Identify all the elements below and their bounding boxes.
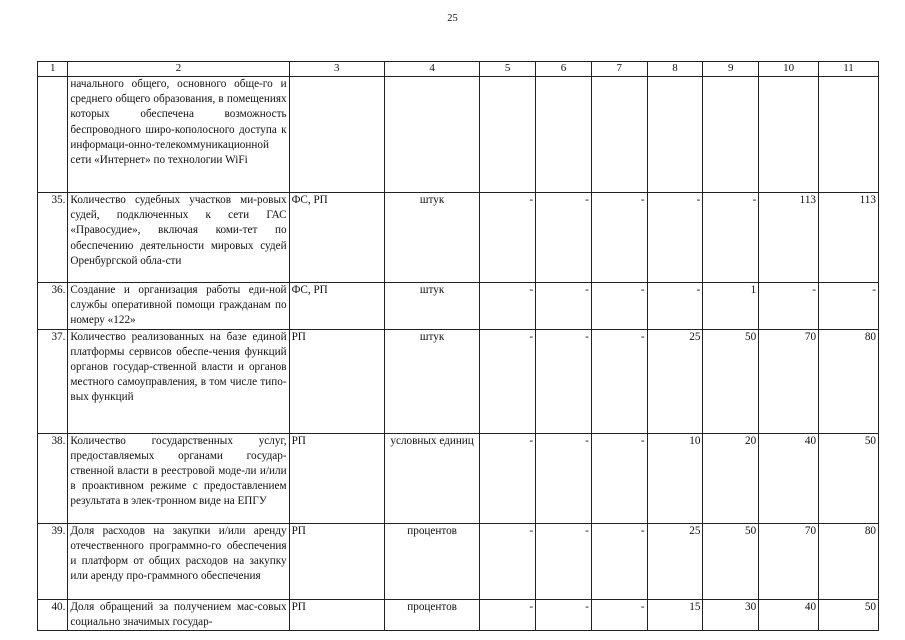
column-header: 1 <box>38 62 68 77</box>
table-row <box>38 433 879 523</box>
column-header: 8 <box>647 62 703 77</box>
table-row <box>38 599 879 630</box>
column-header: 3 <box>289 62 384 77</box>
column-header: 9 <box>703 62 759 77</box>
indicator-name: Доля расходов на закупки и/или аренду отечественного программно-го обеспечения и платформ от общих расходов на закупку или аренду про-граммного обеспечения <box>68 523 289 599</box>
value-cell: 1 <box>703 283 759 330</box>
column-header: 7 <box>591 62 647 77</box>
table-row <box>38 193 879 283</box>
column-header: 11 <box>819 62 879 77</box>
header-row <box>38 62 879 77</box>
table-row <box>38 77 879 193</box>
value-cell: 50 <box>819 433 879 523</box>
unit-cell <box>384 77 479 193</box>
source-cell: ФС, РП <box>289 283 384 330</box>
value-cell: - <box>536 283 592 330</box>
column-header: 2 <box>68 62 289 77</box>
value-cell: 25 <box>647 523 703 599</box>
value-cell <box>819 77 879 193</box>
value-cell: - <box>819 283 879 330</box>
value-cell: - <box>759 283 819 330</box>
value-cell: 10 <box>647 433 703 523</box>
indicators-table <box>37 61 879 631</box>
source-cell: РП <box>289 523 384 599</box>
value-cell: - <box>591 599 647 630</box>
page-number: 25 <box>447 13 458 24</box>
row-number: 39. <box>38 523 68 599</box>
indicator-name: Количество судебных участков ми-ровых судей, подключенных к сети ГАС «Правосудие», включая коми-тет по обеспечению деятельности мировых судей Оренбургской обла-сти <box>68 193 289 283</box>
column-header: 6 <box>536 62 592 77</box>
row-number: 36. <box>38 283 68 330</box>
value-cell: - <box>647 193 703 283</box>
value-cell: 70 <box>759 329 819 433</box>
value-cell: 40 <box>759 599 819 630</box>
unit-cell: процентов <box>384 599 479 630</box>
indicator-name: Создание и организация работы еди-ной службы оперативной помощи гражданам по номеру «122» <box>68 283 289 330</box>
value-cell: - <box>480 523 536 599</box>
value-cell: - <box>703 193 759 283</box>
value-cell: - <box>536 523 592 599</box>
source-cell <box>289 77 384 193</box>
indicator-name: Количество реализованных на базе единой платформы сервисов обеспе-чения функций органов государ-ственной власти и органов местного самоуправления, в том числе типо-вых функций <box>68 329 289 433</box>
table-body <box>38 77 879 631</box>
value-cell: 30 <box>703 599 759 630</box>
row-number: 35. <box>38 193 68 283</box>
value-cell: 113 <box>819 193 879 283</box>
table-row <box>38 329 879 433</box>
value-cell: - <box>480 193 536 283</box>
row-number: 38. <box>38 433 68 523</box>
unit-cell: штук <box>384 283 479 330</box>
value-cell: - <box>591 433 647 523</box>
value-cell: 80 <box>819 329 879 433</box>
table-row <box>38 283 879 330</box>
column-header: 4 <box>384 62 479 77</box>
value-cell: - <box>480 599 536 630</box>
unit-cell: штук <box>384 329 479 433</box>
value-cell <box>647 77 703 193</box>
value-cell: 50 <box>703 329 759 433</box>
unit-cell: штук <box>384 193 479 283</box>
indicator-name: Количество государственных услуг, предоставляемых органами государ-ственной власти в реестровой моде-ли и/или в проактивном режиме с предоставлением результата в элек-тронном виде на ЕПГУ <box>68 433 289 523</box>
value-cell <box>759 77 819 193</box>
source-cell: РП <box>289 599 384 630</box>
value-cell: 50 <box>703 523 759 599</box>
value-cell: - <box>536 193 592 283</box>
value-cell: - <box>591 523 647 599</box>
source-cell: ФС, РП <box>289 193 384 283</box>
value-cell <box>703 77 759 193</box>
unit-cell: условных единиц <box>384 433 479 523</box>
value-cell: - <box>591 329 647 433</box>
source-cell: РП <box>289 433 384 523</box>
value-cell: 20 <box>703 433 759 523</box>
value-cell: - <box>480 283 536 330</box>
value-cell: 40 <box>759 433 819 523</box>
value-cell: 70 <box>759 523 819 599</box>
row-number: 40. <box>38 599 68 630</box>
value-cell: 113 <box>759 193 819 283</box>
value-cell: - <box>591 283 647 330</box>
row-number: 37. <box>38 329 68 433</box>
table-row <box>38 523 879 599</box>
value-cell: - <box>591 193 647 283</box>
value-cell <box>536 77 592 193</box>
value-cell: 25 <box>647 329 703 433</box>
value-cell: 80 <box>819 523 879 599</box>
row-number <box>38 77 68 193</box>
value-cell: 50 <box>819 599 879 630</box>
unit-cell: процентов <box>384 523 479 599</box>
source-cell: РП <box>289 329 384 433</box>
column-header: 5 <box>480 62 536 77</box>
column-header: 10 <box>759 62 819 77</box>
value-cell: - <box>536 433 592 523</box>
value-cell: - <box>536 329 592 433</box>
value-cell: - <box>480 329 536 433</box>
value-cell: - <box>647 283 703 330</box>
value-cell: 15 <box>647 599 703 630</box>
value-cell: - <box>536 599 592 630</box>
value-cell <box>480 77 536 193</box>
indicator-name: начального общего, основного обще-го и среднего общего образования, в помещениях которых обеспечена возможность беспроводного широ-кополосного доступа к информаци-онно-телекоммуникационной сети «Интернет» по технологии WiFi <box>68 77 289 193</box>
value-cell <box>591 77 647 193</box>
indicator-name: Доля обращений за получением мас-совых социально значимых государ- <box>68 599 289 630</box>
value-cell: - <box>480 433 536 523</box>
